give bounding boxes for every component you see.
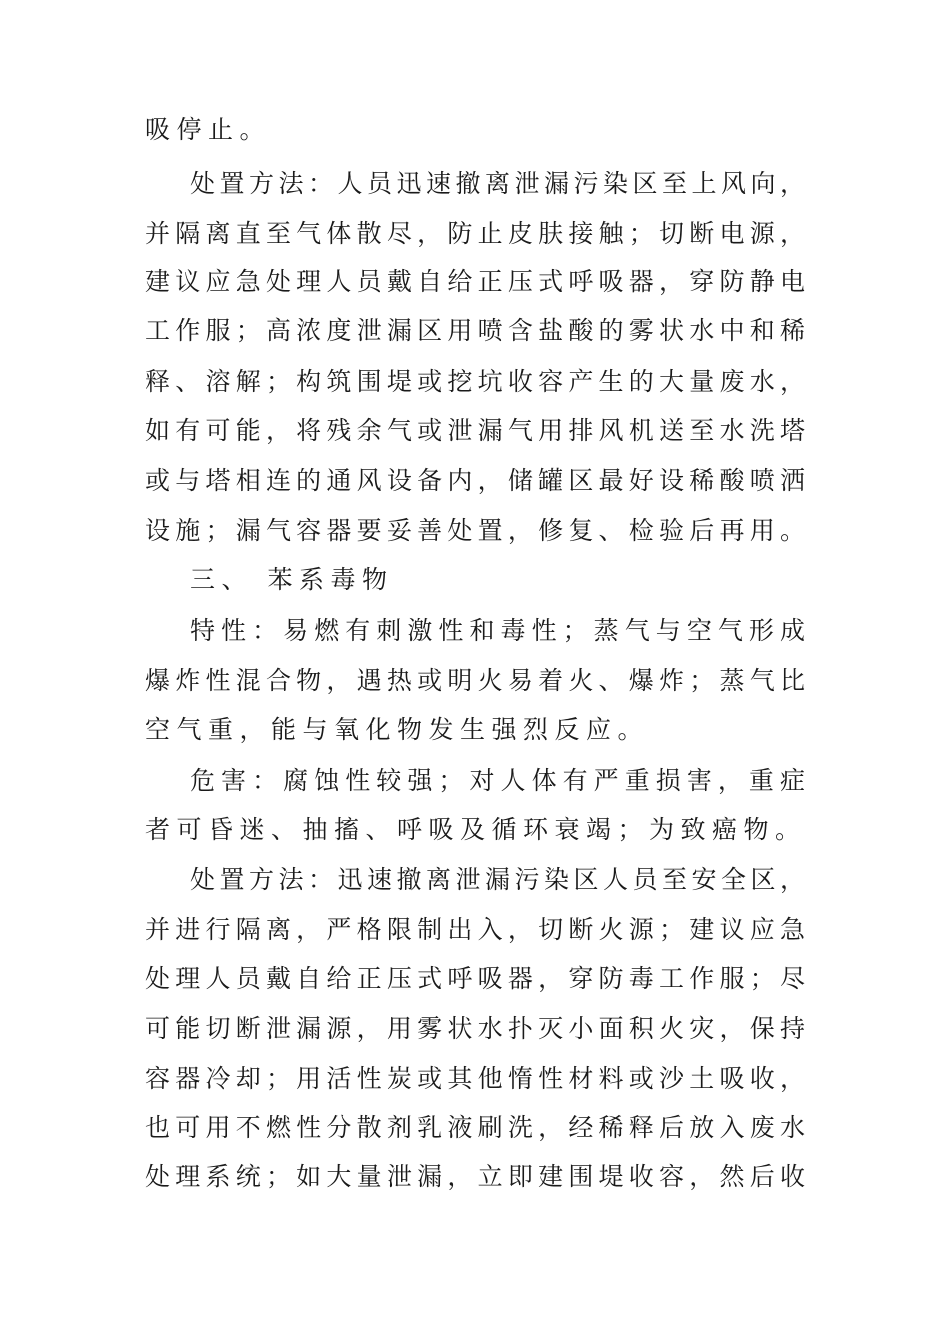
paragraph-disposal-method-line: 处置方法：迅速撤离泄漏污染区人员至安全区， (190, 865, 805, 894)
paragraph-hazards-line: 危害：腐蚀性较强；对人体有严重损害，重症 (190, 766, 805, 795)
section-heading: 三、 苯系毒物 (190, 565, 394, 594)
text-line: 处理系统；如大量泄漏，立即建围堤收容，然后收 (145, 1162, 805, 1191)
text-line: 设施；漏气容器要妥善处置，修复、检验后再用。 (145, 516, 805, 545)
text-line: 者可昏迷、抽搐、呼吸及循环衰竭；为致癌物。 (145, 815, 807, 844)
text-line: 并隔离直至气体散尽，防止皮肤接触；切断电源， (145, 219, 805, 248)
text-line: 或与塔相连的通风设备内，储罐区最好设稀酸喷洒 (145, 466, 805, 495)
paragraph-properties-line: 特性：易燃有刺激性和毒性；蒸气与空气形成 (190, 616, 805, 645)
text-line: 吸停止。 (145, 115, 272, 144)
text-line: 如有可能，将残余气或泄漏气用排风机送至水洗塔 (145, 416, 805, 445)
text-line: 释、溶解；构筑围堤或挖坑收容产生的大量废水， (145, 367, 805, 396)
text-line: 可能切断泄漏源，用雾状水扑灭小面积火灾，保持 (145, 1014, 805, 1043)
paragraph-disposal-method-line: 处置方法：人员迅速撤离泄漏污染区至上风向， (190, 169, 805, 198)
text-line: 容器冷却；用活性炭或其他惰性材料或沙土吸收， (145, 1064, 805, 1093)
text-line: 空气重，能与氧化物发生强烈反应。 (145, 715, 650, 744)
text-line: 爆炸性混合物，遇热或明火易着火、爆炸；蒸气比 (145, 666, 805, 695)
text-line: 处理人员戴自给正压式呼吸器，穿防毒工作服；尽 (145, 964, 805, 993)
text-line: 工作服；高浓度泄漏区用喷含盐酸的雾状水中和稀 (145, 316, 805, 345)
text-line: 建议应急处理人员戴自给正压式呼吸器，穿防静电 (145, 267, 805, 296)
text-line: 也可用不燃性分散剂乳液刷洗，经稀释后放入废水 (145, 1113, 805, 1142)
text-line: 并进行隔离，严格限制出入，切断火源；建议应急 (145, 915, 805, 944)
